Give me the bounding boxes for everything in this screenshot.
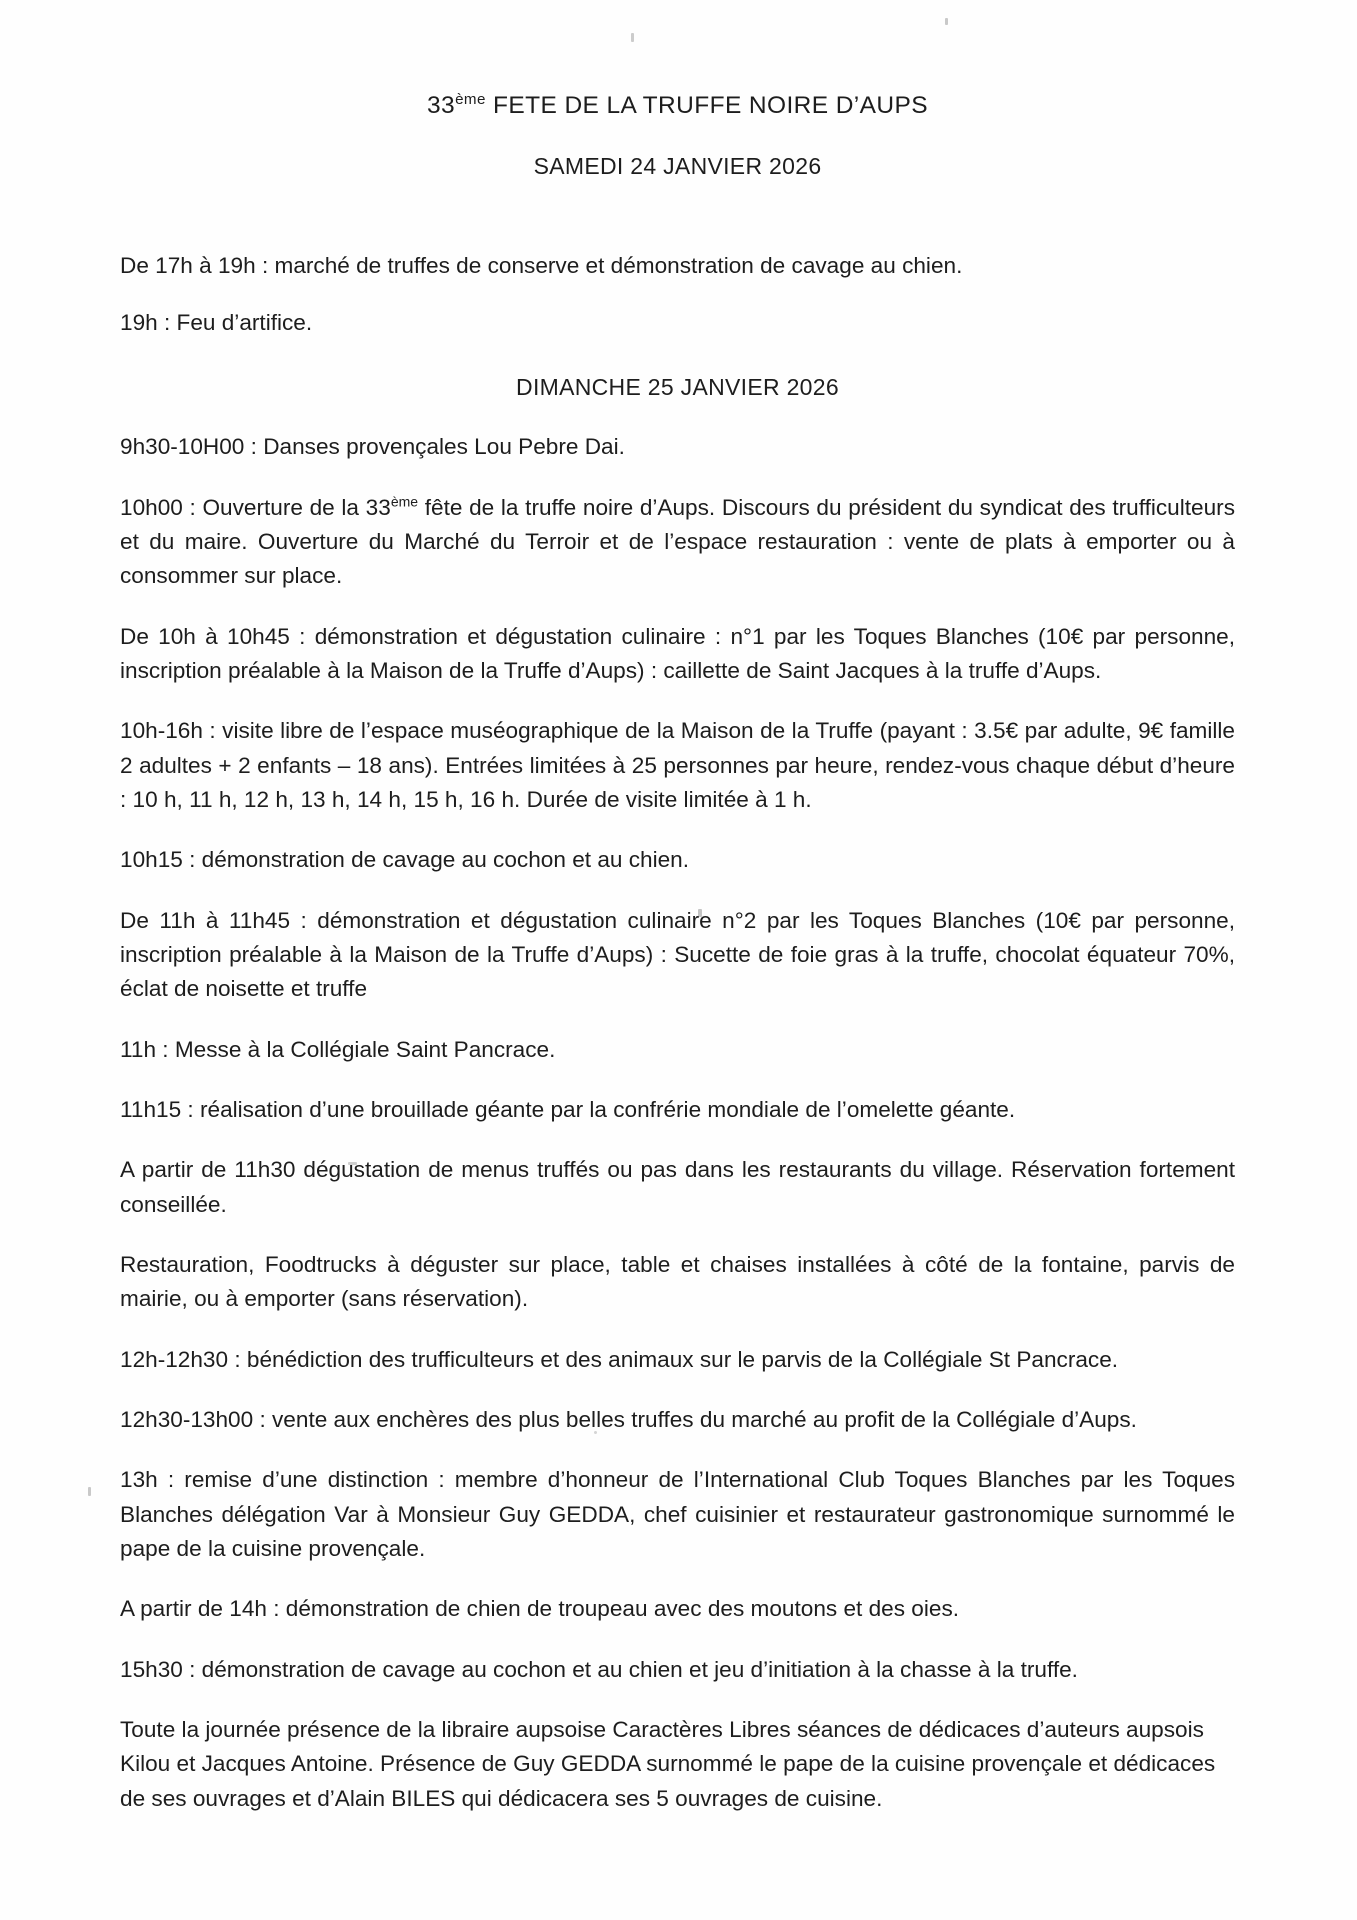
sunday-entry-menus-truffes: A partir de 11h30 dégustation de menus truffés ou pas dans les restaurants du village. Réservation fortement conseillée.	[120, 1157, 1235, 1217]
page-title	[120, 88, 1235, 125]
sunday-entry-restauration: Restauration, Foodtrucks à déguster sur place, table et chaises installées à côté de la fontaine, parvis de mairie, ou à emporter (sans réservation).	[120, 1251, 1235, 1312]
sunday-entry-toques-2: De 11h à 11h45 : démonstration et dégustation culinaire n°2 par les Toques Blanches (10€ par personne, inscription préalable à la Maison de la Truffe d’Aups) : Sucette de foie gras à la truffe, chocolat équateur 70%, éclat de noisette et truffe	[120, 907, 1235, 1002]
title-text: FETE DE LA TRUFFE NOIRE D’AUPS	[485, 92, 928, 119]
ouverture-text-b: fête de la truffe noire d’Aups. Discours du président du syndicat des trufficulteurs et du maire. Ouverture du Marché du Terroir et de l’espace restauration : vente de plats à emporter ou à consommer sur place.	[120, 494, 1235, 589]
scan-artifact	[631, 33, 634, 42]
sunday-entry-danses: 9h30-10H00 : Danses provençales Lou Pebre Dai.	[120, 434, 625, 460]
sunday-entry-messe: 11h : Messe à la Collégiale Saint Pancrace.	[120, 1036, 556, 1062]
sunday-date-heading: DIMANCHE 25 JANVIER 2026	[516, 373, 839, 400]
sunday-entry-libraire: Toute la journée présence de la libraire aupsoise Caractères Libres séances de dédicaces d’auteurs aupsois Kilou et Jacques Antoine. Présence de Guy GEDDA surnommé le pape de la cuisine provençale et dédicaces de ses ouvrages et d’Alain BILES qui dédicacera ses 5 ouvrages de cuisine.	[120, 1716, 1216, 1811]
saturday-date-heading: SAMEDI 24 JANVIER 2026	[533, 152, 822, 179]
sunday-entry-cavage-1015: 10h15 : démonstration de cavage au cochon et au chien.	[120, 847, 690, 873]
title-number: 33	[427, 92, 456, 119]
ouverture-text-a: 10h00 : Ouverture de la 33	[120, 494, 391, 520]
scan-artifact	[945, 18, 948, 25]
saturday-entry-2: 19h : Feu d’artifice.	[120, 309, 313, 335]
sunday-entry-chien-troupeau: A partir de 14h : démonstration de chien de troupeau avec des moutons et des oies.	[120, 1596, 960, 1622]
scan-artifact	[88, 1487, 91, 1496]
sunday-entry-cavage-1530: 15h30 : démonstration de cavage au cochon et au chien et jeu d’initiation à la chasse à la truffe.	[120, 1656, 1078, 1682]
sunday-entry-museographique: 10h-16h : visite libre de l’espace muséographique de la Maison de la Truffe (payant : 3.5€ par adulte, 9€ famille 2 adultes + 2 enfants – 18 ans). Entrées limitées à 25 personnes par heure, rendez-vous chaque début d’heure : 10 h, 11 h, 12 h, 13 h, 14 h, 15 h, 16 h. Durée de visite limitée à 1 h.	[120, 718, 1235, 813]
title-block	[120, 88, 1235, 183]
sunday-heading-wrap	[120, 370, 1235, 405]
sunday-entry-brouillade: 11h15 : réalisation d’une brouillade géante par la confrérie mondiale de l’omelette géante.	[120, 1097, 1016, 1122]
title-ordinal-suffix: ème	[455, 90, 486, 108]
sunday-entry-distinction: 13h : remise d’une distinction : membre d’honneur de l’International Club Toques Blanches par les Toques Blanches délégation Var à Monsieur Guy GEDDA, chef cuisinier et restaurateur gastronomique surnommé le pape de la cuisine provençale.	[120, 1467, 1235, 1561]
sunday-entry-toques-1: De 10h à 10h45 : démonstration et dégustation culinaire : n°1 par les Toques Blanches (10€ par personne, inscription préalable à la Maison de la Truffe d’Aups) : caillette de Saint Jacques à la truffe d’Aups.	[120, 623, 1235, 684]
sunday-entry-ouverture	[120, 491, 1235, 594]
saturday-entry-1: De 17h à 19h : marché de truffes de conserve et démonstration de cavage au chien.	[120, 253, 963, 279]
ouverture-ordinal-suffix: ème	[390, 493, 419, 510]
document-body	[120, 88, 1235, 1816]
sunday-entry-encheres: 12h30-13h00 : vente aux enchères des plus belles truffes du marché au profit de la Collégiale d’Aups.	[120, 1406, 1137, 1432]
sunday-entry-benediction: 12h-12h30 : bénédiction des trufficulteurs et des animaux sur le parvis de la Collégiale St Pancrace.	[120, 1346, 1119, 1372]
